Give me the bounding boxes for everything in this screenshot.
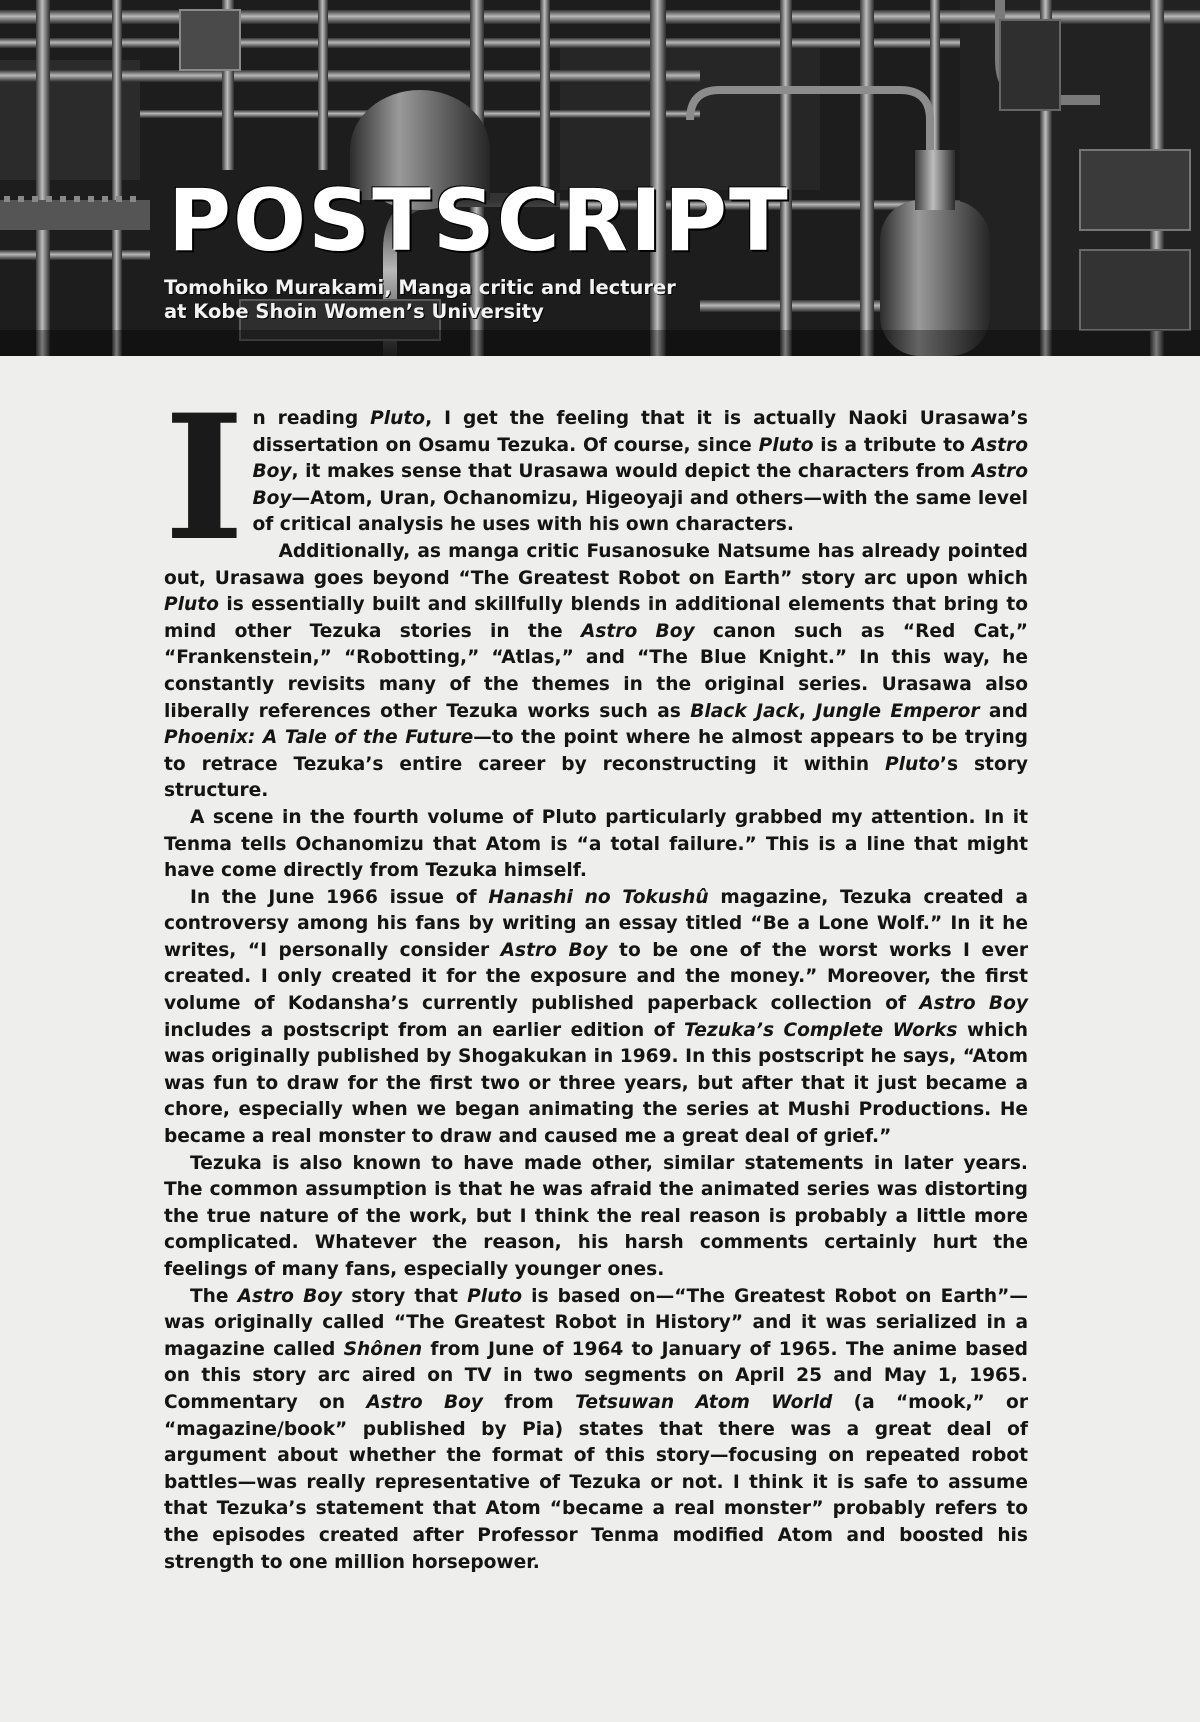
text-run: The xyxy=(190,1285,238,1307)
italic-title: Jungle Emperor xyxy=(815,700,980,722)
text-run: , it makes sense that Urasawa would depict the characters from xyxy=(291,461,972,483)
text-run: from xyxy=(483,1391,576,1413)
text-run: Tezuka is also known to have made other, similar statements in later years. The common assumption is that he was afraid the animated series was distorting the true nature of the work, but I think the real reason is probably a little more complicated. Whatever the reason, his harsh comments certainly hurt the feelings of many fans, especially younger ones. xyxy=(164,1152,1028,1280)
italic-title: Phoenix: A Tale of the Future xyxy=(164,727,474,749)
paragraph-2 xyxy=(164,539,1028,805)
italic-title: Astro Boy xyxy=(500,939,608,961)
text-run: is a tribute to xyxy=(813,434,972,456)
text-run: canon such as “Red Cat,” “Frankenstein,” “Robotting,” “Atlas,” and “The Blue Knight.” In this way, he constantly revisits many of the themes in the original series. Urasawa also liberally references other Tezuka works such as xyxy=(164,620,1028,722)
text-run: is essentially built and skillfully blends in additional elements that bring to mind other Tezuka stories in the xyxy=(164,594,1028,642)
text-run: —Atom, Uran, Ochanomizu, Higeoyaji and others—with the same level of critical analysis he uses with his own characters. xyxy=(252,487,1028,536)
text-run: to be one of the worst works I ever created. I only created it for the exposure and the money.” Moreover, the first volume of Kodansha’s currently published paperback collection of xyxy=(164,939,1028,1015)
italic-title: Tetsuwan Atom World xyxy=(575,1391,833,1413)
text-run: which was originally published by Shogakukan in 1969. In this postscript he says, “Atom was fun to draw for the first two or three years, but after that it just became a chore, especially when we began animating the series at Mushi Productions. He became a real monster to draw and caused me a great deal of grief.” xyxy=(164,1019,1028,1148)
paragraph-4 xyxy=(164,885,1028,1151)
text-run: , xyxy=(798,700,816,722)
paragraph-5 xyxy=(164,1151,1028,1284)
italic-title: Astro Boy xyxy=(252,461,1028,509)
italic-title: Hanashi no Tokushû xyxy=(488,886,709,908)
text-run: n reading xyxy=(252,408,371,429)
italic-title: Tezuka’s Complete Works xyxy=(684,1019,958,1041)
text-run: and xyxy=(979,700,1028,722)
italic-title: Pluto xyxy=(758,434,814,456)
italic-title: Pluto xyxy=(467,1285,522,1307)
text-run: includes a postscript from an earlier edition of xyxy=(164,1019,685,1041)
byline-line-2: at Kobe Shoin Women’s University xyxy=(164,300,544,323)
author-byline xyxy=(164,276,676,324)
italic-title: Pluto xyxy=(164,594,219,616)
text-run: from June of 1964 to January of 1965. The anime based on this story arc aired on TV in two segments on April 25 and May 1, 1965. Commentary on xyxy=(164,1338,1028,1413)
italic-title: Pluto xyxy=(370,408,426,429)
italic-title: Astro Boy xyxy=(252,434,1028,483)
text-run: magazine, Tezuka created a controversy among his fans by writing an essay titled “Be a Lone Wolf.” In it he writes, “I personally consider xyxy=(164,886,1028,961)
text-run: —to the point where he almost appears to be trying to retrace Tezuka’s entire career by reconstructing it within xyxy=(164,727,1028,775)
italic-title: Shônen xyxy=(343,1338,423,1360)
text-run: story that xyxy=(342,1285,468,1307)
article-body xyxy=(164,376,1029,1576)
paragraph-1-text xyxy=(252,408,1028,535)
italic-title: Astro Boy xyxy=(580,620,695,642)
italic-title: Astro Boy xyxy=(919,993,1028,1015)
text-run: , I get the feeling that it is actually Naoki Urasawa’s dissertation on Osamu Tezuka. Of course, since xyxy=(252,408,1028,456)
text-run: Additionally, as manga critic Fusanosuke Natsume has already pointed out, Urasawa goes beyond “The Greatest Robot on Earth” story arc upon which xyxy=(164,540,1028,589)
italic-title: Pluto xyxy=(885,753,940,775)
byline-line-1: Tomohiko Murakami, Manga critic and lecturer xyxy=(164,276,676,299)
italic-title: Astro Boy xyxy=(366,1391,484,1413)
text-run: is based on—“The Greatest Robot on Earth”—was originally called “The Greatest Robot in History” and it was serialized in a magazine called xyxy=(164,1285,1028,1360)
italic-title: Black Jack xyxy=(690,700,799,722)
text-run: ’s story structure. xyxy=(164,753,1029,802)
text-run: (a “mook,” or “magazine/book” published by Pia) states that there was a great deal of argument about whether the format of this story—focusing on repeated robot battles—was really representative of Tezuka or not. I think it is safe to assume that Tezuka’s statement that Atom “became a real monster” probably refers to the episodes created after Professor Tenma modified Atom and boosted his strength to one million horsepower. xyxy=(164,1391,1028,1573)
paragraph-6 xyxy=(164,1284,1028,1577)
text-run: A scene in the fourth volume of Pluto particularly grabbed my attention. In it Tenma tells Ochanomizu that Atom is “a total failure.” This is a line that might have come directly from Tezuka himself. xyxy=(164,806,1028,882)
page-title: POSTSCRIPT xyxy=(168,171,790,271)
paragraph-3 xyxy=(164,805,1028,885)
text-run: In the June 1966 issue of xyxy=(190,886,489,908)
drop-cap: I xyxy=(164,376,245,579)
italic-title: Astro Boy xyxy=(237,1285,343,1307)
header-banner xyxy=(0,0,1200,356)
